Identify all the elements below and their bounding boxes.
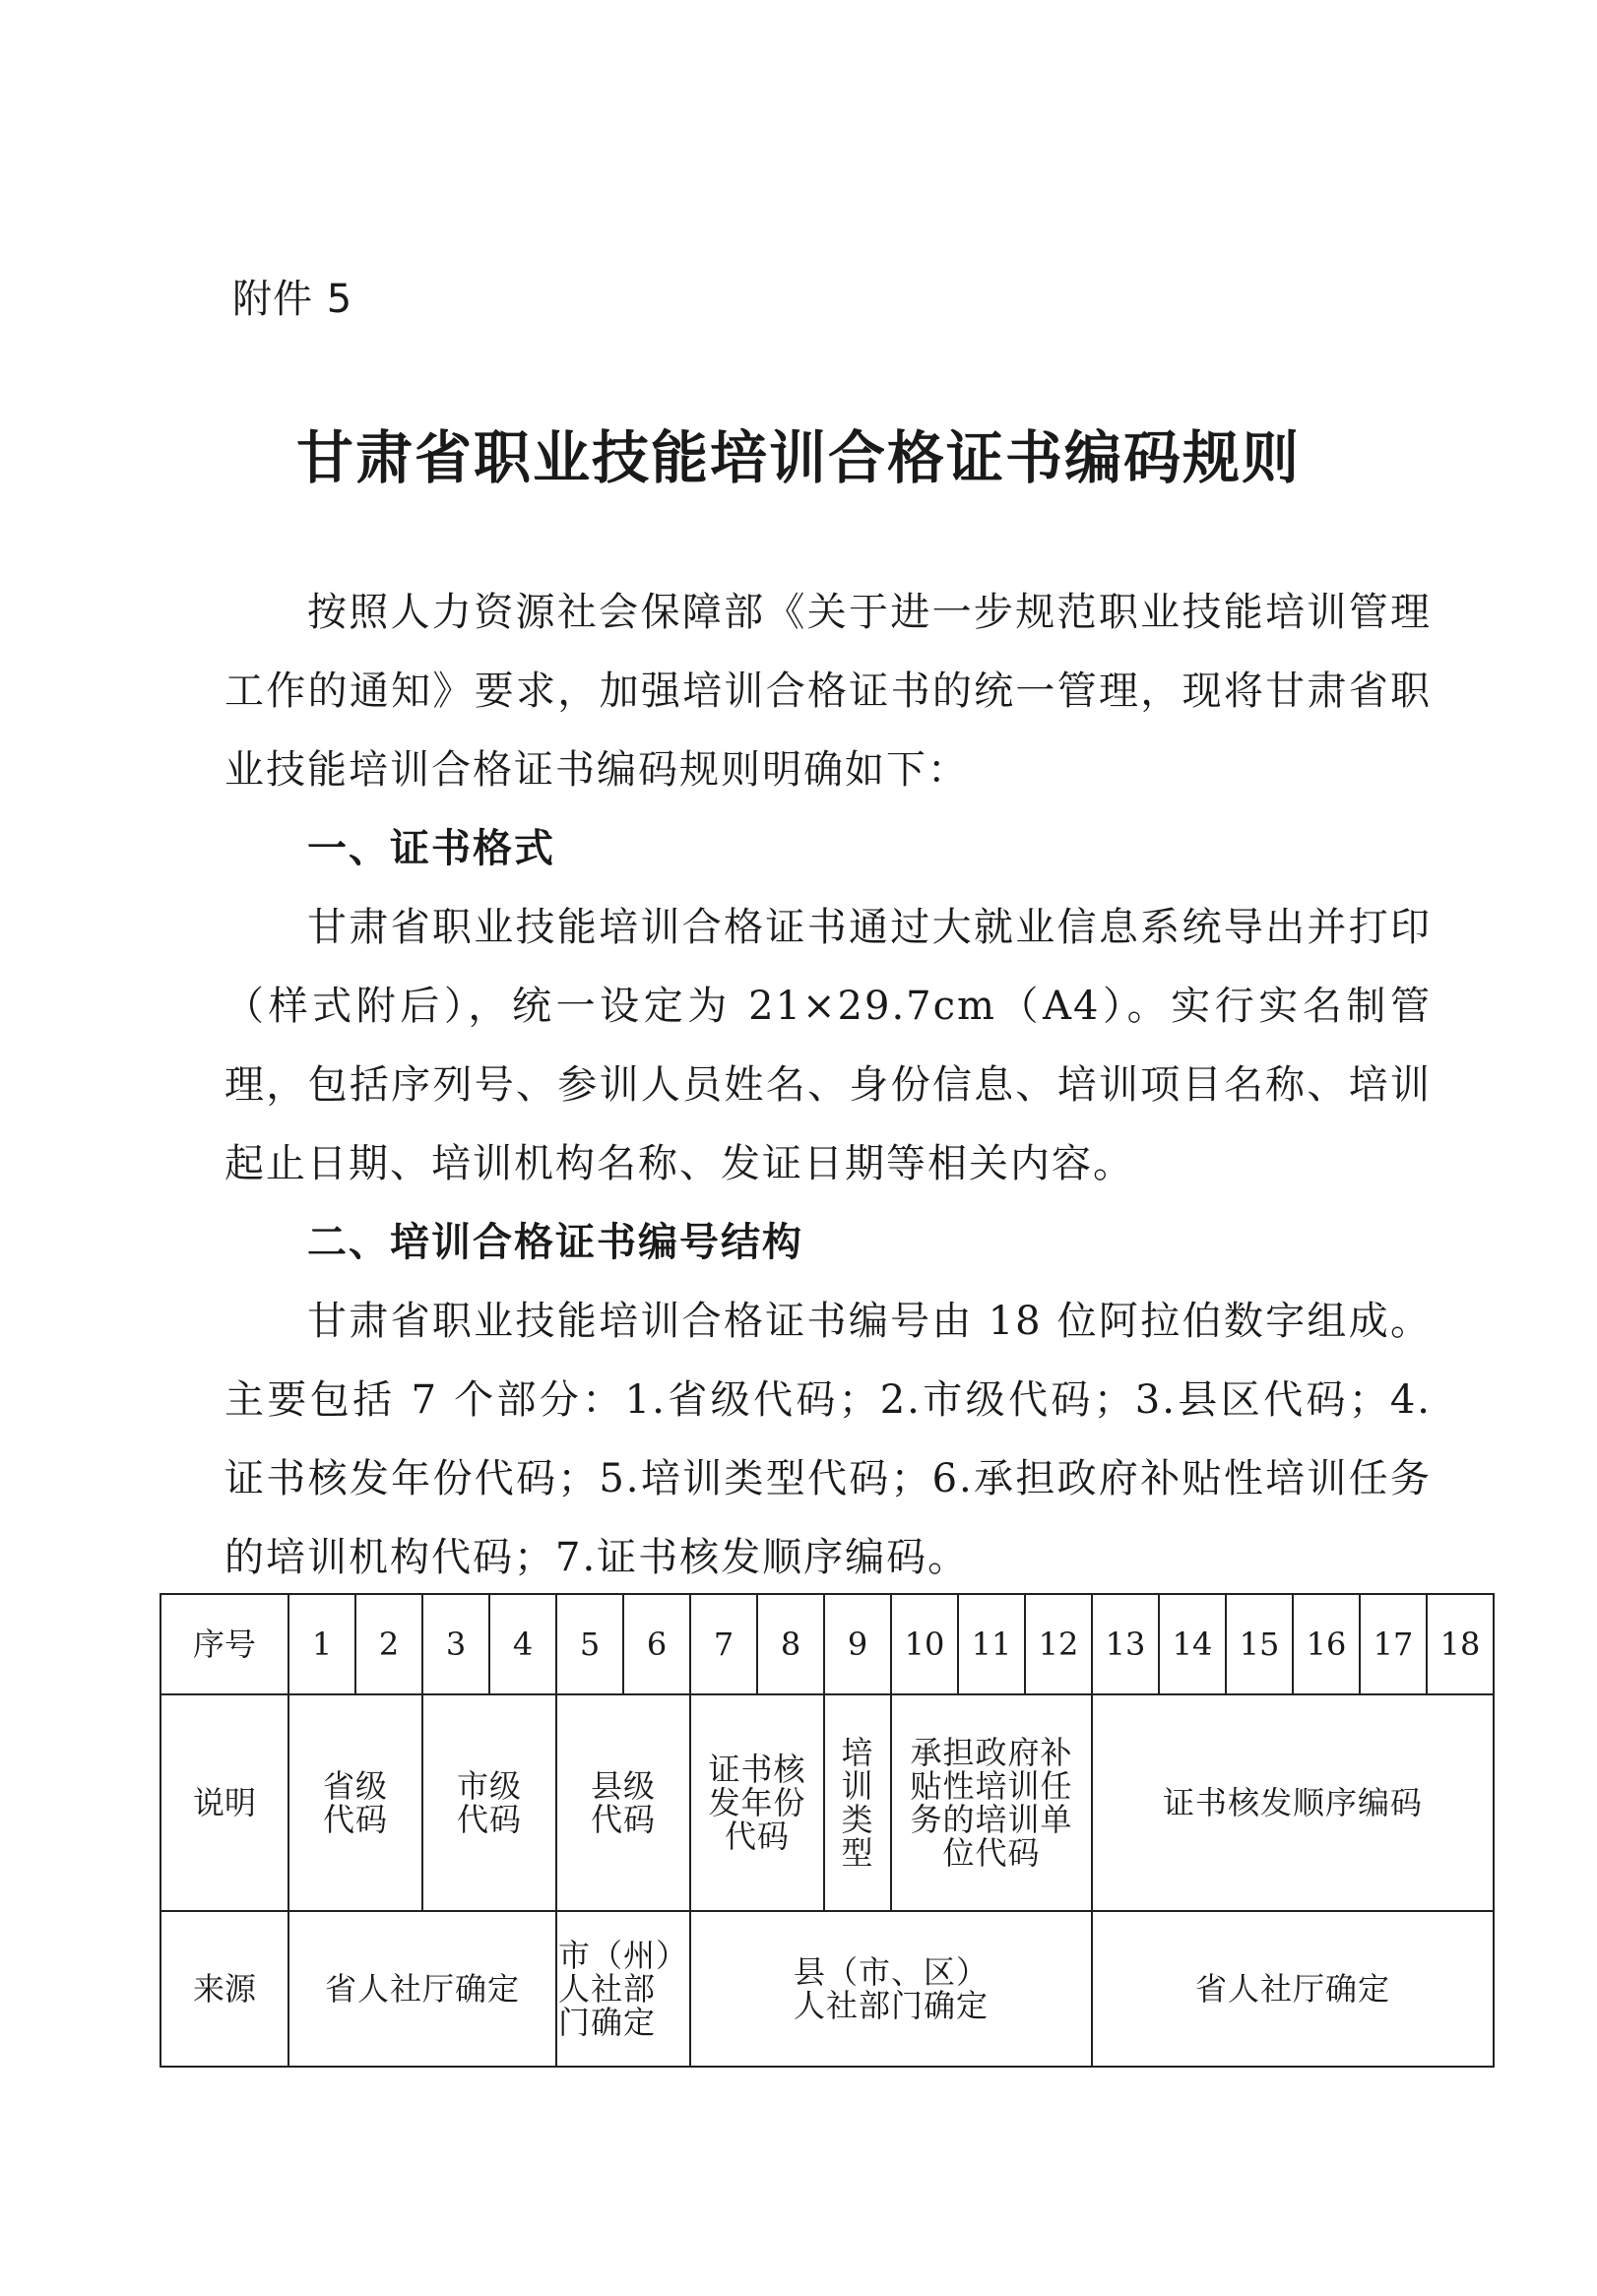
position-cell: 10 xyxy=(891,1594,958,1694)
source-county xyxy=(690,1911,1092,2067)
source-county-text: 县（市、区） 人社部门确定 xyxy=(793,1953,989,2024)
desc-year-code xyxy=(690,1694,824,1911)
source-province-2-text: 省人社厅确定 xyxy=(1194,1970,1390,2008)
attachment-label: 附件 5 xyxy=(232,277,353,322)
desc-sequence-code xyxy=(1092,1694,1494,1911)
position-cell: 6 xyxy=(623,1594,690,1694)
position-cell: 14 xyxy=(1159,1594,1226,1694)
position-cell: 9 xyxy=(824,1594,891,1694)
position-cell: 17 xyxy=(1360,1594,1427,1694)
source-province xyxy=(288,1911,556,2067)
table-row-description xyxy=(160,1694,1494,1911)
position-cell: 7 xyxy=(690,1594,757,1694)
row-label-description: 说明 xyxy=(160,1694,288,1911)
row-label-source: 来源 xyxy=(160,1911,288,2067)
position-cell: 4 xyxy=(489,1594,556,1694)
desc-county-code xyxy=(556,1694,690,1911)
position-cell: 1 xyxy=(288,1594,355,1694)
section2-heading: 二、培训合格证书编号结构 xyxy=(307,1220,803,1265)
desc-institution-text: 承担政府补 贴性培训任 务的培训单 位代码 xyxy=(910,1734,1073,1872)
position-cell: 3 xyxy=(422,1594,489,1694)
desc-year-text: 证书核 发年份 代码 xyxy=(708,1751,806,1855)
source-province-2 xyxy=(1092,1911,1494,2067)
code-structure-table xyxy=(160,1593,1495,2068)
desc-sequence-text: 证书核发顺序编码 xyxy=(1162,1784,1423,1821)
source-city xyxy=(556,1911,690,2067)
desc-training-type-text: 培 训 类 型 xyxy=(841,1734,874,1872)
desc-county-text: 县级 代码 xyxy=(590,1767,656,1838)
source-city-text: 市（州） 人社部 门确定 xyxy=(557,1937,688,2041)
position-cell: 13 xyxy=(1092,1594,1159,1694)
document-body xyxy=(224,573,1432,1597)
desc-training-type xyxy=(824,1694,891,1911)
position-cell: 15 xyxy=(1226,1594,1293,1694)
desc-institution-code xyxy=(891,1694,1092,1911)
intro-paragraph: 按照人力资源社会保障部《关于进一步规范职业技能培训管理工作的通知》要求，加强培训合格证书的统一管理，现将甘肃省职业技能培训合格证书编码规则明确如下： xyxy=(224,590,1432,793)
position-cell: 2 xyxy=(355,1594,422,1694)
position-cell: 12 xyxy=(1025,1594,1092,1694)
section1-paragraph: 甘肃省职业技能培训合格证书通过大就业信息系统导出并打印（样式附后），统一设定为 21×29.7cm（A4）。实行实名制管理，包括序列号、参训人员姓名、身份信息、培训项目名称、培训起止日期、培训机构名称、发证日期等相关内容。 xyxy=(224,905,1432,1186)
desc-province-code xyxy=(288,1694,422,1911)
desc-city-text: 市级 代码 xyxy=(456,1767,522,1838)
section2-paragraph: 甘肃省职业技能培训合格证书编号由 18 位阿拉伯数字组成。主要包括 7 个部分：1.省级代码；2.市级代码；3.县区代码；4.证书核发年份代码；5.培训类型代码；6.承担政府补贴性培训任务的培训机构代码；7.证书核发顺序编码。 xyxy=(224,1299,1432,1580)
section1-heading: 一、证书格式 xyxy=(307,826,555,871)
table-row-source xyxy=(160,1911,1494,2067)
desc-province-text: 省级 代码 xyxy=(322,1767,388,1838)
position-cell: 16 xyxy=(1293,1594,1360,1694)
row-label-sequence: 序号 xyxy=(160,1594,288,1694)
position-cell: 8 xyxy=(757,1594,824,1694)
position-cell: 11 xyxy=(958,1594,1025,1694)
document-title: 甘肃省职业技能培训合格证书编码规则 xyxy=(295,424,1301,491)
desc-city-code xyxy=(422,1694,556,1911)
source-province-text: 省人社厅确定 xyxy=(324,1970,520,2008)
table-row-sequence xyxy=(160,1594,1494,1694)
position-cell: 5 xyxy=(556,1594,623,1694)
position-cell: 18 xyxy=(1427,1594,1494,1694)
